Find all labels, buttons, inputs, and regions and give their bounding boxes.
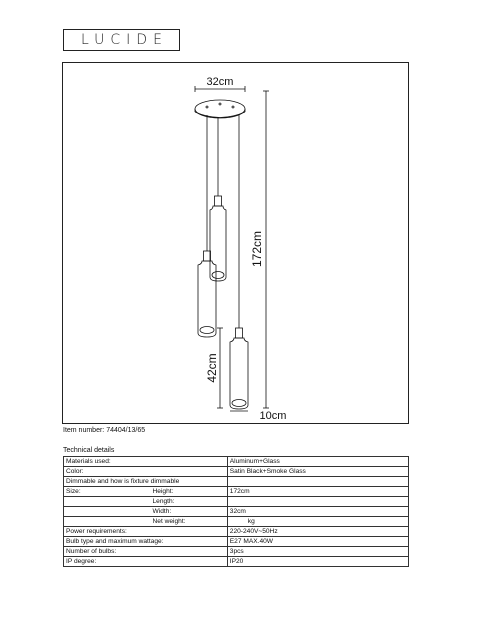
row-value: kg	[227, 517, 408, 527]
row-value: IP20	[227, 557, 408, 567]
item-number-value: 74404/13/65	[106, 427, 146, 434]
row-value	[227, 497, 408, 507]
row-sublabel: Length:	[151, 497, 228, 507]
table-row	[64, 527, 409, 537]
row-label: Dimmable and how is fixture dimmable	[64, 477, 228, 487]
row-label: Power requirements:	[64, 527, 228, 537]
table-row	[64, 457, 409, 467]
item-number-label: Item number:	[63, 427, 105, 434]
table-row	[64, 477, 409, 487]
technical-details-table	[63, 456, 409, 567]
item-number	[63, 427, 145, 434]
height-dimension-label: 172cm	[250, 230, 264, 268]
row-sublabel: Net weight:	[151, 517, 228, 527]
technical-details-title: Technical details	[63, 447, 115, 454]
shade-width-dimension-label: 10cm	[259, 410, 287, 422]
shade-height-dimension-label: 42cm	[205, 353, 219, 383]
brand-logo: LUCIDE	[63, 29, 180, 51]
row-value: 32cm	[227, 507, 408, 517]
row-label	[64, 497, 151, 507]
product-drawing	[62, 62, 409, 424]
row-label	[64, 517, 151, 527]
row-label: Number of bulbs:	[64, 547, 228, 557]
row-value: 3pcs	[227, 547, 408, 557]
table-row	[64, 467, 409, 477]
table-row	[64, 497, 409, 507]
table-row	[64, 517, 409, 527]
table-row	[64, 507, 409, 517]
row-label: IP degree:	[64, 557, 228, 567]
row-label: Bulb type and maximum wattage:	[64, 537, 228, 547]
table-row	[64, 557, 409, 567]
row-value: 220-240V~50Hz	[227, 527, 408, 537]
canopy-dimension-label: 32cm	[206, 76, 234, 88]
row-sublabel: Height:	[151, 487, 228, 497]
shade-middle	[210, 196, 226, 281]
row-label: Materials used:	[64, 457, 228, 467]
row-label: Color:	[64, 467, 228, 477]
table-row	[64, 537, 409, 547]
pendant-lamp-illustration	[63, 63, 410, 425]
row-value: E27 MAX.40W	[227, 537, 408, 547]
row-value: Aluminum+Glass	[227, 457, 408, 467]
row-value: Satin Black+Smoke Glass	[227, 467, 408, 477]
row-sublabel: Width:	[151, 507, 228, 517]
shade-right	[230, 328, 248, 409]
table-row	[64, 487, 409, 497]
row-value: 172cm	[227, 487, 408, 497]
row-label: Size:	[64, 487, 151, 497]
table-row	[64, 547, 409, 557]
row-label	[64, 507, 151, 517]
row-value	[227, 477, 408, 487]
shade-left	[198, 251, 216, 337]
